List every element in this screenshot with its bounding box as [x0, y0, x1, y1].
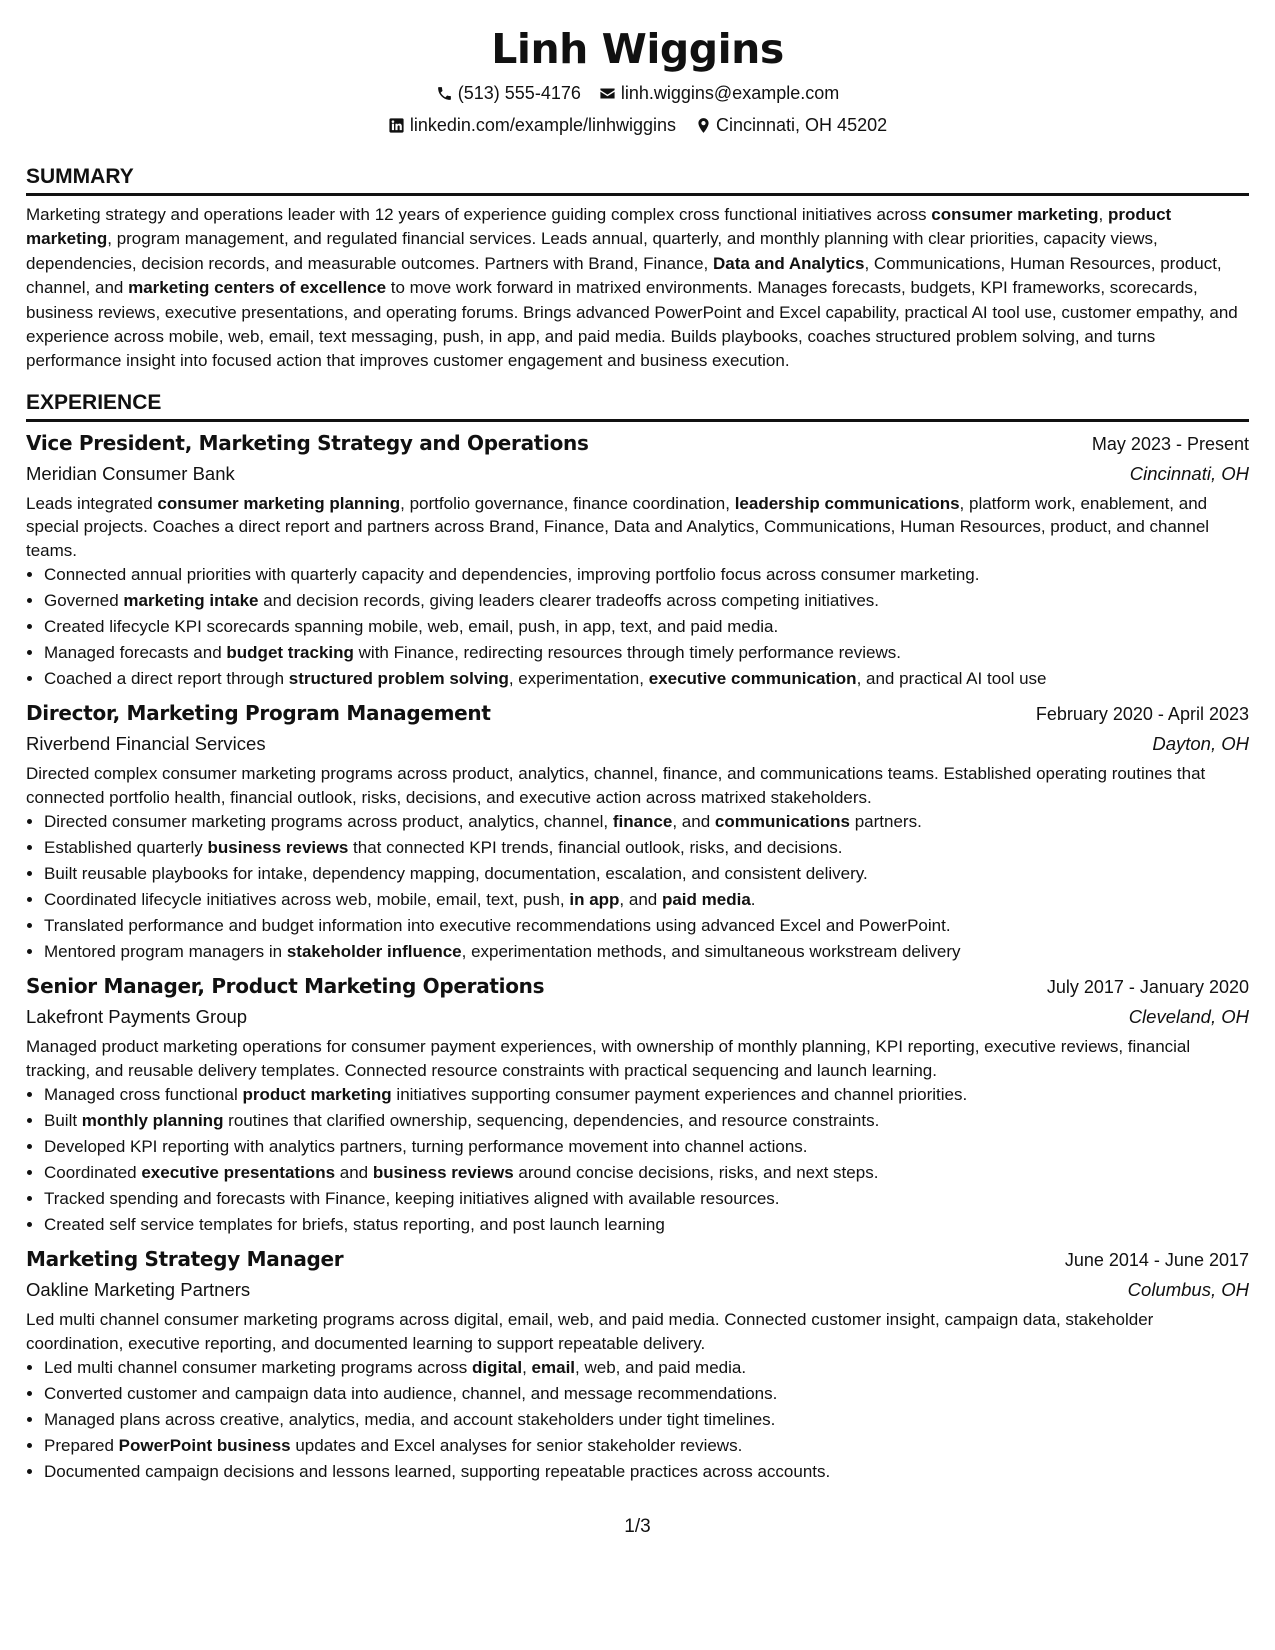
bold-keyword: business reviews: [372, 1163, 514, 1183]
text-run: , Communications, Human Resources, product, channel, and: [26, 253, 1222, 298]
text-run: Marketing strategy and operations leader with 12 years of experience guiding complex cross functional initiatives across: [26, 205, 932, 224]
bold-keyword: marketing centers of excellence: [128, 278, 387, 298]
contact-location: [694, 114, 887, 136]
email-address[interactable]: linh.wiggins@example.com: [620, 83, 840, 103]
text-run: Created self service templates for briefs, status reporting, and post launch learning: [44, 1215, 665, 1235]
candidate-name: Linh Wiggins: [491, 25, 784, 73]
text-run: , and: [619, 890, 662, 910]
bold-keyword: executive communication: [648, 669, 857, 689]
text-run: , program management, and regulated financial services. Leads annual, quarterly, and monthly planning with clear priorities, capacity views, dependencies, decision records, and measurable outcomes. Partners with Brand, Finance,: [26, 229, 1158, 273]
bullet-item: [44, 1108, 1249, 1134]
bullet-item: [44, 939, 1249, 965]
text-run: Managed cross functional: [44, 1085, 243, 1105]
text-run: Connected annual priorities with quarterly capacity and dependencies, improving portfolio focus across consumer marketing.: [44, 565, 980, 585]
map-pin-icon: [694, 116, 712, 134]
contact-phone: [436, 82, 581, 104]
text-run: Built: [44, 1111, 82, 1131]
bullet-item: [44, 1433, 1249, 1459]
envelope-icon: [599, 84, 617, 102]
job-header-row: [26, 971, 1249, 1002]
job-bullets: [26, 1355, 1249, 1485]
text-run: Created lifecycle KPI scorecards spanning mobile, web, email, push, in app, text, and paid media.: [44, 617, 779, 637]
bold-keyword: leadership communications: [734, 493, 960, 513]
text-run: updates and Excel analyses for senior stakeholder reviews.: [290, 1436, 743, 1456]
job-company: Meridian Consumer Bank: [26, 462, 235, 484]
text-run: , experimentation,: [508, 669, 649, 689]
contact-email[interactable]: [599, 82, 839, 104]
job-entry: [26, 971, 1249, 1238]
bold-keyword: consumer marketing planning: [157, 493, 401, 513]
bullet-item: [44, 913, 1249, 939]
job-company-row: [26, 729, 1249, 759]
bold-keyword: PowerPoint business: [118, 1436, 291, 1456]
job-description: [26, 1308, 1249, 1355]
bold-keyword: product marketing: [26, 205, 1172, 249]
text-run: Converted customer and campaign data into audience, channel, and message recommendations.: [44, 1384, 778, 1404]
bold-keyword: paid media: [661, 890, 751, 910]
summary-paragraph: [26, 203, 1249, 374]
experience-list: [26, 428, 1249, 1486]
text-run: , portfolio governance, finance coordination,: [400, 493, 735, 513]
text-run: , experimentation methods, and simultaneous workstream delivery: [461, 942, 961, 962]
job-description: [26, 1035, 1249, 1082]
text-run: Coordinated: [44, 1163, 142, 1183]
experience-heading: EXPERIENCE: [26, 390, 1249, 422]
resume-page: [26, 0, 1249, 1485]
bullet-item: [44, 1160, 1249, 1186]
contact-line-primary: [26, 82, 1249, 104]
bullet-item: [44, 1407, 1249, 1433]
bold-keyword: marketing intake: [123, 591, 259, 611]
text-run: to move work forward in matrixed environments. Manages forecasts, budgets, KPI frameworks, scorecards, business reviews, executive presentations, and operating forums. Brings advanced PowerPoint and Excel capability, practical AI tool use, customer empathy, and experience across mobile, web, email, text messaging, push, in app, and paid media. Builds playbooks, coaches structured problem solving, and turns performance insight into focused action that improves customer engagement and business execution.: [26, 278, 1238, 371]
page-indicator: 1/3: [624, 1516, 651, 1537]
bullet-item: [44, 809, 1249, 835]
bold-keyword: Data and Analytics: [713, 253, 865, 273]
summary-heading: SUMMARY: [26, 164, 1249, 196]
text-run: Mentored program managers in: [44, 942, 287, 962]
job-location: Cleveland, OH: [1128, 1006, 1249, 1028]
bold-keyword: consumer marketing: [931, 205, 1099, 224]
job-bullets: [26, 562, 1249, 692]
text-run: initiatives supporting consumer payment experiences and channel priorities.: [391, 1085, 968, 1105]
bold-keyword: email: [531, 1358, 576, 1378]
text-run: partners.: [849, 812, 922, 832]
bold-keyword: monthly planning: [81, 1111, 224, 1131]
job-header-row: [26, 428, 1249, 459]
text-run: Managed forecasts and: [44, 643, 227, 663]
job-company: Oakline Marketing Partners: [26, 1279, 251, 1301]
text-run: Developed KPI reporting with analytics partners, turning performance movement into channel actions.: [44, 1137, 808, 1157]
bullet-item: [44, 640, 1249, 666]
job-header-row: [26, 698, 1249, 729]
bullet-item: [44, 562, 1249, 588]
bold-keyword: stakeholder influence: [286, 942, 462, 962]
text-run: Tracked spending and forecasts with Finance, keeping initiatives aligned with available resources.: [44, 1189, 780, 1209]
text-run: , platform work, enablement, and special projects. Coaches a direct report and partners across Brand, Finance, Data and Analytics, Communications, Human Resources, product, and channel teams.: [26, 493, 1210, 560]
bullet-item: [44, 835, 1249, 861]
job-title: Marketing Strategy Manager: [26, 1247, 344, 1272]
text-run: Led multi channel consumer marketing programs across digital, email, web, and paid media. Connected customer insight, campaign data, stakeholder coordination, executive reporting, and documented learning to support repeatable delivery.: [26, 1310, 1154, 1353]
job-company: Riverbend Financial Services: [26, 733, 266, 755]
text-run: ,: [522, 1358, 532, 1378]
text-run: .: [750, 890, 756, 910]
contact-linkedin[interactable]: [388, 114, 676, 136]
job-entry: [26, 428, 1249, 693]
text-run: Translated performance and budget information into executive recommendations using advanced Excel and PowerPoint.: [44, 916, 951, 936]
location-text: Cincinnati, OH 45202: [716, 115, 888, 135]
text-run: Coached a direct report through: [44, 669, 289, 689]
job-company-row: [26, 459, 1249, 489]
bullet-item: [44, 1355, 1249, 1381]
job-entry: [26, 1244, 1249, 1485]
phone-icon: [436, 84, 454, 102]
bold-keyword: budget tracking: [226, 643, 354, 663]
bold-keyword: in app: [569, 890, 620, 910]
text-run: Coordinated lifecycle initiatives across web, mobile, email, text, push,: [44, 890, 570, 910]
job-title: Vice President, Marketing Strategy and Operations: [26, 430, 589, 455]
job-bullets: [26, 809, 1249, 965]
job-description: [26, 762, 1249, 809]
bullet-item: [44, 1082, 1249, 1108]
text-run: Prepared: [44, 1436, 119, 1456]
job-location: Dayton, OH: [1152, 733, 1249, 755]
job-dates: July 2017 - January 2020: [1046, 977, 1249, 998]
text-run: Directed complex consumer marketing programs across product, analytics, channel, finance, and communications teams. Established operating routines that connected portfolio health, financial outlook, risks, decisions, and executive action across matrixed stakeholders.: [26, 764, 1206, 807]
text-run: , and practical AI tool use: [856, 669, 1047, 689]
job-company-row: [26, 1002, 1249, 1032]
text-run: , and: [672, 812, 715, 832]
bullet-item: [44, 1186, 1249, 1212]
bold-keyword: finance: [612, 812, 673, 832]
bullet-item: [44, 887, 1249, 913]
bullet-item: [44, 1212, 1249, 1238]
text-run: Governed: [44, 591, 124, 611]
job-description: [26, 492, 1249, 563]
text-run: around concise decisions, risks, and next steps.: [513, 1163, 879, 1183]
bold-keyword: business reviews: [207, 838, 349, 858]
bold-keyword: digital: [472, 1358, 523, 1378]
text-run: Leads integrated: [26, 493, 158, 513]
job-bullets: [26, 1082, 1249, 1238]
phone-number: (513) 555-4176: [457, 83, 581, 103]
text-run: Directed consumer marketing programs across product, analytics, channel,: [44, 812, 613, 832]
job-title: Director, Marketing Program Management: [26, 701, 491, 726]
text-run: , web, and paid media.: [575, 1358, 747, 1378]
text-run: with Finance, redirecting resources through timely performance reviews.: [353, 643, 901, 663]
text-run: routines that clarified ownership, sequencing, dependencies, and resource constraints.: [223, 1111, 880, 1131]
bullet-item: [44, 666, 1249, 692]
job-location: Cincinnati, OH: [1129, 462, 1249, 484]
bold-keyword: structured problem solving: [288, 669, 509, 689]
bullet-item: [44, 614, 1249, 640]
linkedin-icon: [388, 116, 406, 134]
bold-keyword: executive presentations: [141, 1163, 336, 1183]
text-run: Led multi channel consumer marketing programs across: [44, 1358, 473, 1378]
text-run: and: [335, 1163, 373, 1183]
job-header-row: [26, 1244, 1249, 1275]
text-run: and decision records, giving leaders clearer tradeoffs across competing initiatives.: [258, 591, 879, 611]
job-dates: February 2020 - April 2023: [1035, 704, 1249, 725]
bullet-item: [44, 1134, 1249, 1160]
bullet-item: [44, 588, 1249, 614]
job-dates: May 2023 - Present: [1091, 433, 1249, 454]
job-location: Columbus, OH: [1127, 1279, 1249, 1301]
bold-keyword: product marketing: [242, 1085, 392, 1105]
linkedin-url[interactable]: linkedin.com/example/linhwiggins: [409, 115, 677, 135]
text-run: ,: [1098, 205, 1108, 224]
job-title: Senior Manager, Product Marketing Operations: [26, 974, 545, 999]
text-run: Managed plans across creative, analytics, media, and account stakeholders under tight timelines.: [44, 1410, 776, 1430]
job-entry: [26, 698, 1249, 965]
bullet-item: [44, 861, 1249, 887]
text-run: Built reusable playbooks for intake, dependency mapping, documentation, escalation, and consistent delivery.: [44, 864, 868, 884]
text-run: that connected KPI trends, financial outlook, risks, and decisions.: [348, 838, 843, 858]
text-run: Established quarterly: [44, 838, 208, 858]
bullet-item: [44, 1381, 1249, 1407]
bullet-item: [44, 1459, 1249, 1485]
text-run: Documented campaign decisions and lessons learned, supporting repeatable practices across accounts.: [44, 1462, 831, 1482]
bold-keyword: communications: [714, 812, 850, 832]
job-dates: June 2014 - June 2017: [1064, 1250, 1249, 1271]
contact-line-secondary: [26, 114, 1249, 136]
text-run: Managed product marketing operations for consumer payment experiences, with ownership of monthly planning, KPI reporting, executive reviews, financial tracking, and reusable delivery templates. Connected resource constraints with practical sequencing and launch learning.: [26, 1037, 1191, 1080]
job-company: Lakefront Payments Group: [26, 1006, 248, 1028]
job-company-row: [26, 1275, 1249, 1305]
